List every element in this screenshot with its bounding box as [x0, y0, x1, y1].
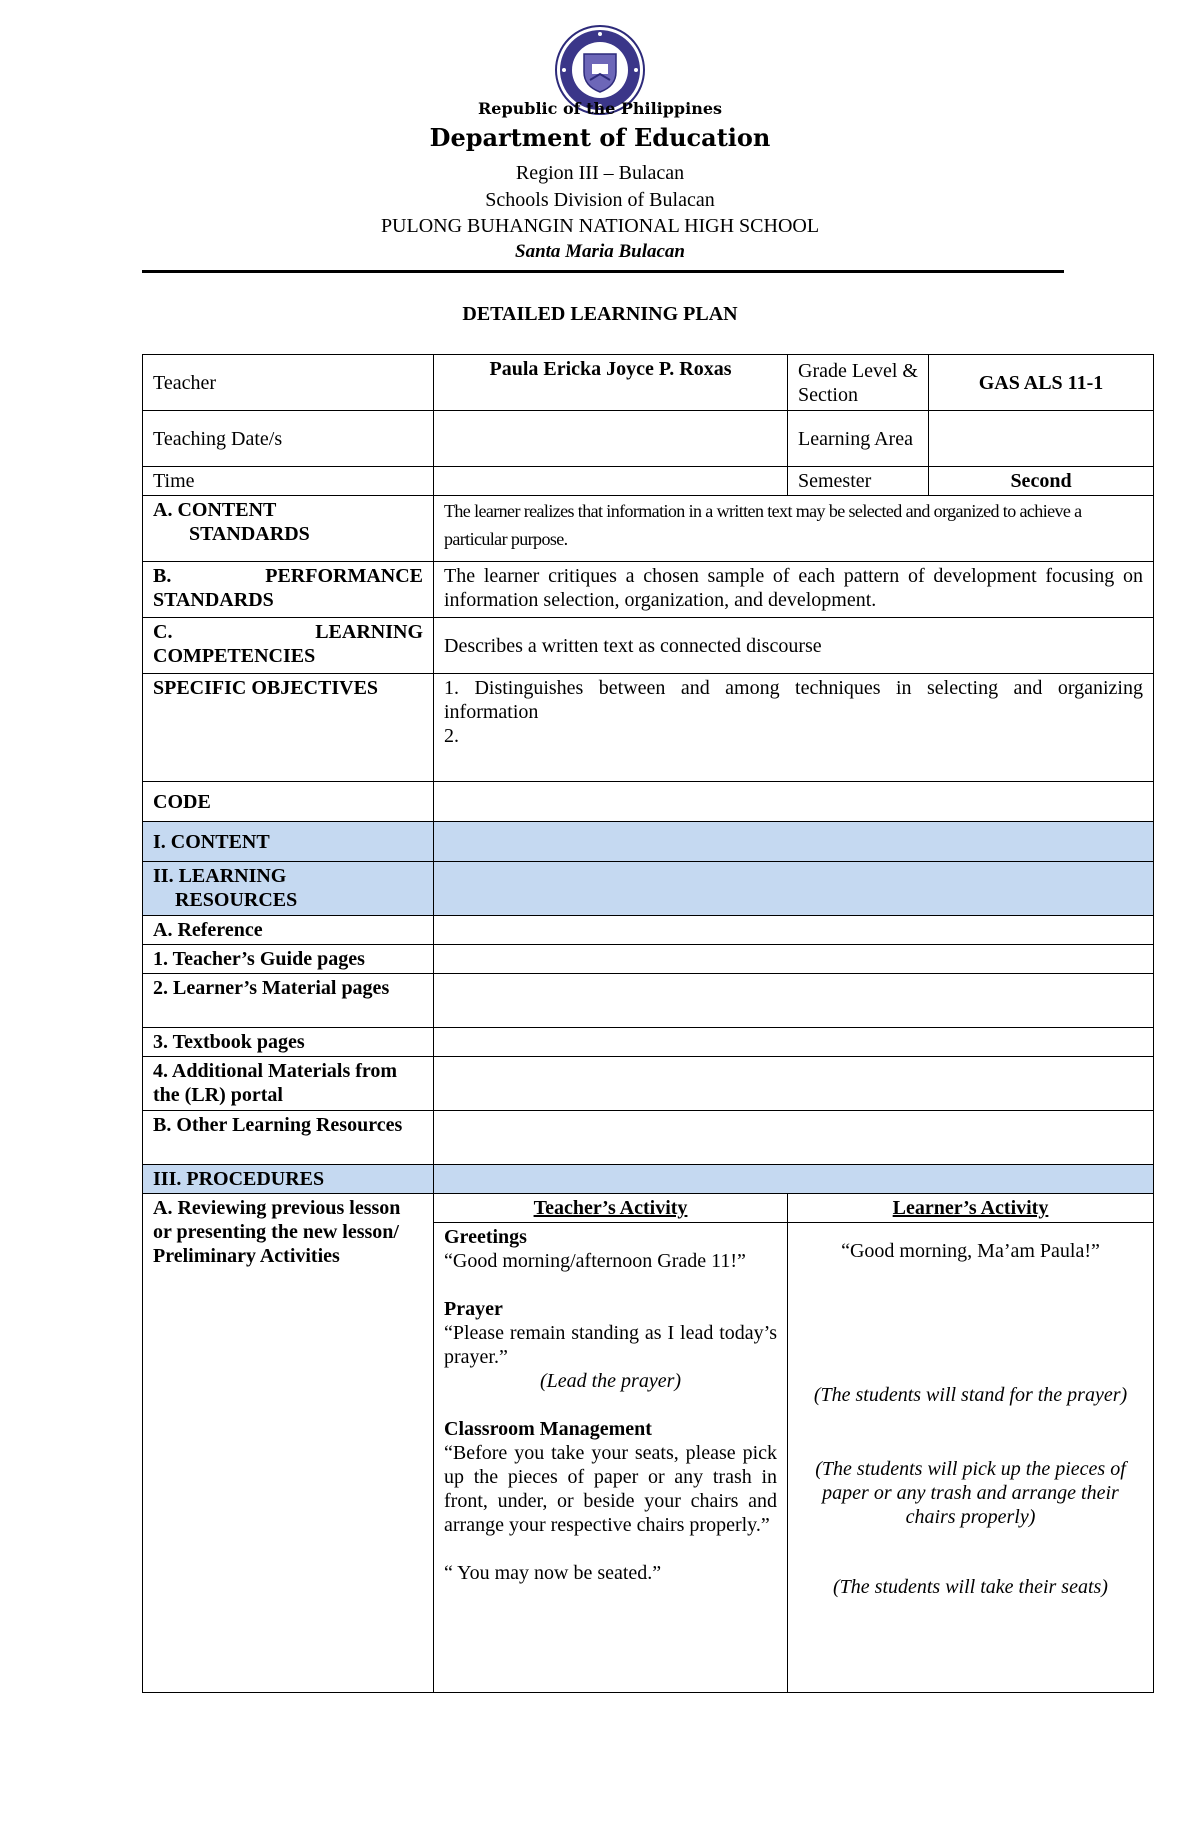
greetings-text: “Good morning/afternoon Grade 11!” — [444, 1250, 746, 1272]
learners-material-label: 2. Learner’s Material pages — [143, 974, 434, 1028]
header-divider — [142, 270, 1064, 273]
reference-row — [143, 916, 1154, 945]
activity-header-row — [143, 1194, 1154, 1223]
textbook-value — [434, 1028, 1154, 1057]
department-heading: Department of Education — [429, 123, 771, 152]
content-standards-row — [143, 496, 1154, 562]
date-row — [143, 411, 1154, 467]
learner-activity-cell — [788, 1223, 1154, 1693]
prayer-note: (Lead the prayer) — [539, 1370, 682, 1392]
objectives-row — [143, 674, 1154, 782]
content-standards-word: CONTENT — [177, 499, 277, 521]
learning-resources-heading2: RESOURCES — [175, 889, 298, 911]
competencies-text: Describes a written text as connected discourse — [434, 618, 1154, 674]
teachers-guide-row — [143, 945, 1154, 974]
other-resources-value — [434, 1111, 1154, 1165]
content-standards-word2: STANDARDS — [189, 523, 310, 545]
code-label: CODE — [143, 782, 434, 822]
performance-standards-word: PERFORMANCE — [265, 565, 423, 587]
classroom-reply: (The students will pick up the pieces of paper or any trash and arrange their chairs properly) — [815, 1458, 1126, 1528]
date-label: Teaching Date/s — [143, 411, 434, 467]
learning-resources-heading: II. LEARNING — [153, 865, 287, 887]
area-label: Learning Area — [788, 411, 929, 467]
classroom-title: Classroom Management — [444, 1418, 652, 1440]
school-location: Santa Maria Bulacan — [515, 241, 685, 262]
date-value — [434, 411, 788, 467]
teachers-guide-label: 1. Teacher’s Guide pages — [143, 945, 434, 974]
other-resources-row — [143, 1111, 1154, 1165]
objectives-label: SPECIFIC OBJECTIVES — [143, 674, 434, 782]
region-line: Region III – Bulacan — [515, 162, 685, 184]
step-a-label: A. Reviewing previous lesson or presenting the new lesson/ Preliminary Activities — [143, 1194, 434, 1693]
procedures-label: III. PROCEDURES — [143, 1165, 434, 1194]
learning-resources-label — [143, 862, 434, 916]
semester-value: Second — [929, 467, 1154, 496]
seated-text: “ You may now be seated.” — [444, 1562, 662, 1584]
content-standards-label — [143, 496, 434, 562]
greetings-reply: “Good morning, Ma’am Paula!” — [841, 1240, 1100, 1262]
other-resources-label: B. Other Learning Resources — [143, 1111, 434, 1165]
greetings-title: Greetings — [444, 1226, 527, 1248]
learning-resources-value — [434, 862, 1154, 916]
republic-heading: Republic of the Philippines — [477, 99, 723, 118]
code-row — [143, 782, 1154, 822]
additional-materials-value — [434, 1057, 1154, 1111]
textbook-row — [143, 1028, 1154, 1057]
prayer-text: “Please remain standing as I lead today’s prayer.” — [444, 1322, 777, 1368]
performance-standards-row — [143, 562, 1154, 618]
content-value — [434, 822, 1154, 862]
procedures-row — [143, 1165, 1154, 1194]
teacher-name: Paula Ericka Joyce P. Roxas — [434, 355, 788, 411]
time-label: Time — [143, 467, 434, 496]
prayer-title: Prayer — [444, 1298, 503, 1320]
time-row — [143, 467, 1154, 496]
competencies-label — [143, 618, 434, 674]
teachers-guide-value — [434, 945, 1154, 974]
classroom-text: “Before you take your seats, please pick up the pieces of paper or any trash in front, under, or beside your chairs and arrange your respective chairs properly.” — [444, 1442, 777, 1536]
performance-standards-text: The learner critiques a chosen sample of each pattern of development focusing on information selection, organization, and development. — [434, 562, 1154, 618]
learners-material-value — [434, 974, 1154, 1028]
teacher-label: Teacher — [143, 355, 434, 411]
competencies-word2: COMPETENCIES — [153, 645, 316, 667]
learner-activity-heading: Learner’s Activity — [788, 1194, 1154, 1223]
code-value — [434, 782, 1154, 822]
competencies-row — [143, 618, 1154, 674]
performance-standards-word2: STANDARDS — [153, 589, 274, 611]
reference-value — [434, 916, 1154, 945]
objective-1: 1. Distinguishes between and among techniques in selecting and organizing information — [444, 677, 1143, 723]
content-standards-letter: A. — [153, 499, 173, 521]
school-name: PULONG BUHANGIN NATIONAL HIGH SCHOOL — [380, 215, 820, 237]
performance-standards-letter: B. — [153, 565, 172, 587]
semester-label: Semester — [788, 467, 929, 496]
competencies-word: LEARNING — [315, 621, 423, 643]
procedures-value — [434, 1165, 1154, 1194]
grade-label: Grade Level & Section — [788, 355, 929, 411]
document-title: DETAILED LEARNING PLAN — [462, 303, 738, 325]
textbook-label: 3. Textbook pages — [143, 1028, 434, 1057]
additional-materials-label: 4. Additional Materials from the (LR) portal — [143, 1057, 434, 1111]
prayer-reply: (The students will stand for the prayer) — [813, 1384, 1128, 1406]
content-standards-text: The learner realizes that information in a written text may be selected and organized to achieve a particular purpose. — [434, 496, 1154, 562]
objective-2: 2. — [444, 725, 459, 747]
reference-label: A. Reference — [143, 916, 434, 945]
division-line: Schools Division of Bulacan — [485, 189, 715, 211]
content-label: I. CONTENT — [143, 822, 434, 862]
time-value — [434, 467, 788, 496]
additional-materials-row — [143, 1057, 1154, 1111]
area-value — [929, 411, 1154, 467]
objectives-cell — [434, 674, 1154, 782]
learning-resources-row — [143, 862, 1154, 916]
grade-value: GAS ALS 11-1 — [929, 355, 1154, 411]
learning-plan-table — [142, 354, 1154, 1693]
performance-standards-label — [143, 562, 434, 618]
competencies-letter: C. — [153, 621, 173, 643]
teacher-row — [143, 355, 1154, 411]
teacher-activity-cell — [434, 1223, 788, 1693]
content-row — [143, 822, 1154, 862]
seated-reply: (The students will take their seats) — [833, 1576, 1108, 1598]
learners-material-row — [143, 974, 1154, 1028]
teacher-activity-heading: Teacher’s Activity — [434, 1194, 788, 1223]
